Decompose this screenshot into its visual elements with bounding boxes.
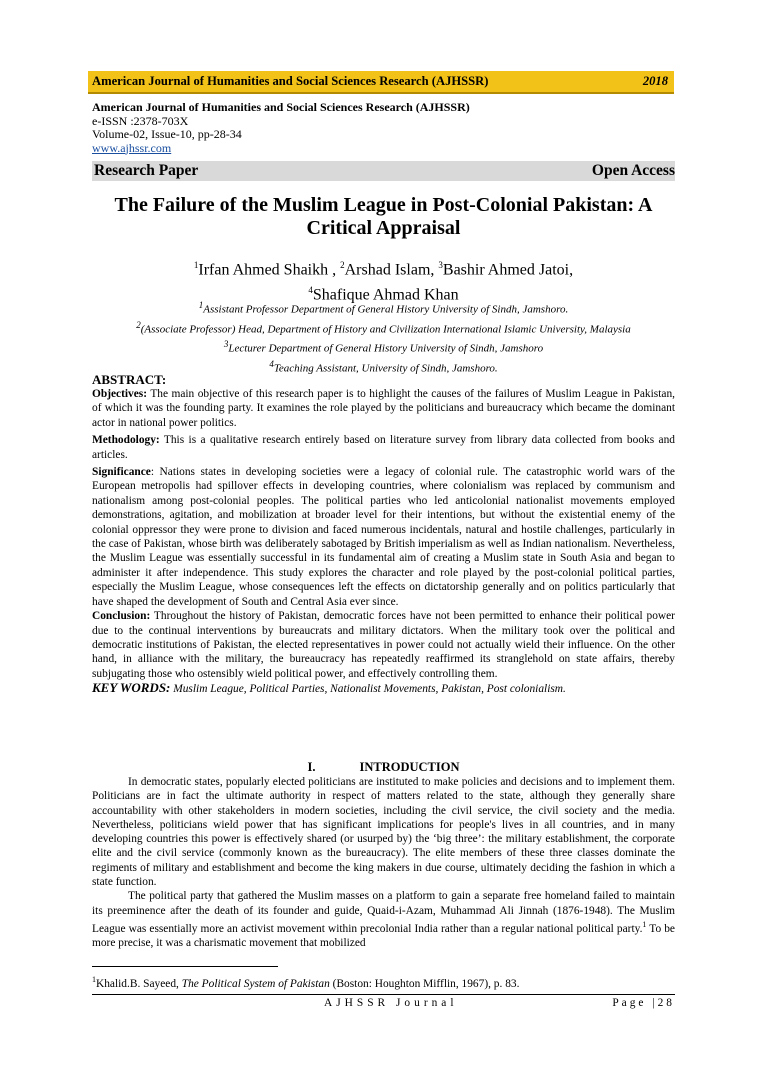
page-footer bbox=[92, 994, 675, 1011]
intro-paragraph-2: The political party that gathered the Muslim masses on a platform to gain a separate free homeland failed to maintain its preeminence after the death of its founder and guide, Quaid-i-Azam, Muhammad Ali Jinnah (1876-1948). The Muslim League was essentially more an activist movement within precolonial India rather than a regular national political party.$^1$ To be more precise, it was a charismatic movement that mobilized bbox=[92, 890, 675, 950]
affiliation-2: $^2$(Associate Professor) Head, Department of History and Civilization International Islamic University, Malaysia bbox=[136, 319, 631, 336]
author-1-number: 1 bbox=[193, 260, 199, 270]
abstract-section bbox=[92, 372, 675, 697]
footer-journal: AJHSSR Journal bbox=[324, 997, 458, 1009]
introduction-body bbox=[92, 775, 675, 950]
footnote: $^1$Khalid.B. Sayeed, The Political System of Pakistan (Boston: Houghton Mifflin, 1967), p. 83. bbox=[92, 975, 520, 990]
author-4-number: 4 bbox=[308, 285, 313, 296]
author-4-name: Shafique Ahmad Khan bbox=[312, 286, 459, 304]
abstract-objectives: Objectives: The main objective of this research paper is to highlight the causes of the failures of Muslim League in Pakistan, of which it was the founding party. It examines the role played by the politicians and bureaucracy which became the dominant actor in national power politics. bbox=[92, 388, 675, 429]
meta-issn: e-ISSN :2378-703X bbox=[92, 113, 189, 128]
abstract-significance: Significance: Nations states in developing societies were a legacy of colonial rule. The catastrophic world wars of the European metropolis had spillover effects in developing countries, where colonialism was replaced by communism and nationalism among post-colonial peoples. The political parties who led anticolonial nationalist movements employed demonstrations, agitation, and mobilization at broader level for their intentions, but without the existential enemy of the colonial oppressor they were prone to division and faced numerous incidentals, natural and hostile challenges, particularly in the case of Pakistan, whose birth was deliberately sabotaged by British imperialism as well as Indian nationalism. Nevertheless, the Muslim League was essentially successful in its fundamental aim of creating a Muslim state in South Asia and began to administer it after independence. This study explores the character and role played by the post-colonial political parties, especially the Muslim League, whose consequences left the effects on dictatorship generally and on politics particularly that have shaped the development of South and Central Asia ever since. bbox=[92, 466, 675, 608]
author-3-name: Bashir Ahmed Jatoi, bbox=[442, 261, 574, 279]
author-1-name: Irfan Ahmed Shaikh , bbox=[198, 261, 337, 279]
footnote-ref[interactable]: 1 bbox=[642, 919, 647, 929]
section-title: INTRODUCTION bbox=[359, 760, 460, 774]
footer-page-number: Page |28 bbox=[612, 997, 675, 1009]
abstract-conclusion: Conclusion: Throughout the history of Pakistan, democratic forces have not been permitted to enhance their political power due to the continual interventions by bureaucrats and military dictators. When the military took over the political and democratic institutions of Pakistan, the elected representatives in power could not actually wield their influence. On the other hand, in alliance with the military, the bureaucracy has repeatedly reaffirmed its stranglehold on state affairs, thereby subjugating those who ostensibly wield political power, and effectively controlling them. bbox=[92, 610, 675, 680]
paper-title: The Failure of the Muslim League in Post-Colonial Pakistan: A Critical Appraisal bbox=[114, 194, 653, 239]
section-number: I. bbox=[307, 760, 316, 774]
author-3-number: 3 bbox=[438, 260, 443, 270]
meta-journal-title: American Journal of Humanities and Social Sciences Research (AJHSSR) bbox=[92, 100, 470, 114]
abstract-heading: ABSTRACT: bbox=[92, 372, 167, 387]
intro-paragraph-1: In democratic states, popularly elected politicians are instituted to make policies and decisions and to implement them. Politicians are in fact the ultimate authority in respect of matters related to the state, although they generally share accountability with other stakeholders in modern societies, including the civil service, the civil society and the media. Nevertheless, politicians wield power that has significant implications for people's lives in all countries, and in many developing countries this power is effectively shared (or usurped by) the ‘big three’: the military establishment, the corporate elite and the civil service (commonly known as the bureaucracy). The elite members of these three classes dominate the regiments of military and establishment and become the king makers in due course, ultimately deciding the fashion in which a state function. bbox=[92, 776, 675, 889]
journal-banner bbox=[88, 71, 674, 94]
journal-year: 2018 bbox=[642, 74, 668, 88]
affiliation-4: $^4$Teaching Assistant, University of Sindh, Jamshoro. bbox=[269, 358, 498, 375]
affiliation-list bbox=[92, 298, 675, 377]
journal-name: American Journal of Humanities and Social Sciences Research (AJHSSR) bbox=[92, 74, 489, 88]
paper-type: Research Paper bbox=[94, 162, 199, 179]
affiliation-1: $^1$Assistant Professor Department of General History University of Sindh, Jamshoro. bbox=[198, 300, 569, 316]
meta-url-link[interactable]: www.ajhssr.com bbox=[92, 140, 172, 155]
access-type: Open Access bbox=[591, 162, 675, 179]
abstract-methodology: Methodology: This is a qualitative research entirely based on literature survey from library data collected from books and articles. bbox=[92, 434, 675, 461]
abstract-keywords: KEY WORDS: Muslim League, Political Parties, Nationalist Movements, Pakistan, Post colonialism. bbox=[92, 680, 566, 696]
journal-meta bbox=[92, 101, 470, 155]
meta-volume: Volume-02, Issue-10, pp-28-34 bbox=[92, 127, 242, 141]
affiliation-3: $^3$Lecturer Department of General History University of Sindh, Jamshoro bbox=[223, 339, 544, 355]
footnote-divider bbox=[92, 966, 278, 967]
author-2-number: 2 bbox=[340, 260, 345, 270]
paper-type-bar bbox=[92, 161, 675, 181]
author-2-name: Arshad Islam, bbox=[344, 261, 435, 279]
introduction-heading bbox=[92, 760, 675, 774]
